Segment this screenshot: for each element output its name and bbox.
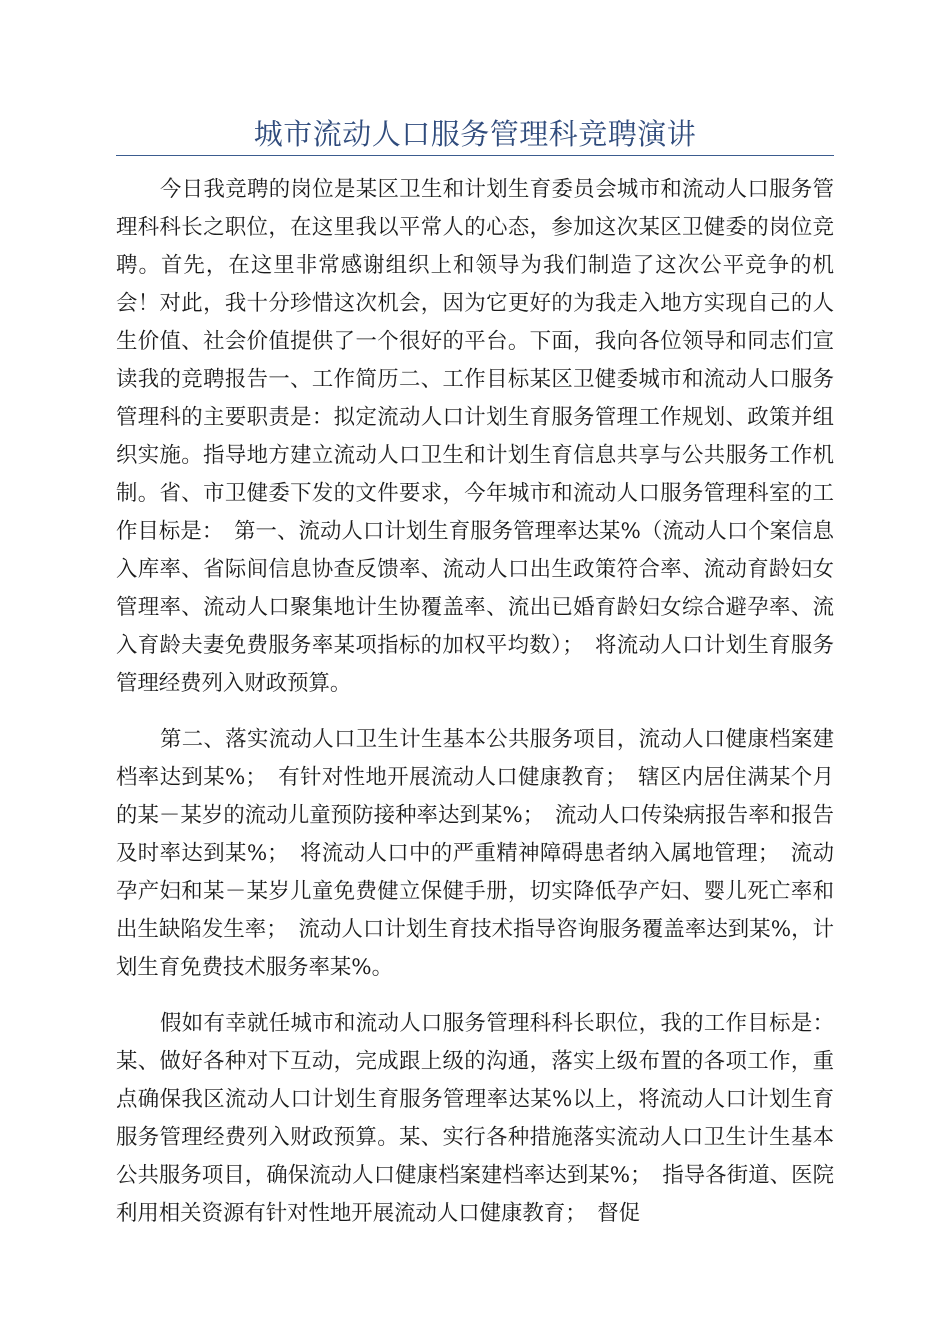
paragraph-2: 第二、落实流动人口卫生计生基本公共服务项目，流动人口健康档案建档率达到某%； 有针对性地开展流动人口健康教育； 辖区内居住满某个月的某－某岁的流动儿童预防接种率达到某%； 流动人口传染病报告率和报告及时率达到某%； 将流动人口中的严重精神障碍患者纳入属地管理； 流动孕产妇和某－某岁儿童免费健立保健手册，切实降低孕产妇、婴儿死亡率和出生缺陷发生率； 流动人口计划生育技术指导咨询服务覆盖率达到某%，计划生育免费技术服务率某%。: [116, 727, 834, 980]
paragraph-1: 今日我竞聘的岗位是某区卫生和计划生育委员会城市和流动人口服务管理科科长之职位，在这里我以平常人的心态，参加这次某区卫健委的岗位竞聘。首先，在这里非常感谢组织上和领导为我们制造了这次公平竞争的机会！对此，我十分珍惜这次机会，因为它更好的为我走入地方实现自己的人生价值、社会价值提供了一个很好的平台。下面，我向各位领导和同志们宣读我的竞聘报告一、工作简历二、工作目标某区卫健委城市和流动人口服务管理科的主要职责是：拟定流动人口计划生育服务管理工作规划、政策并组织实施。指导地方建立流动人口卫生和计划生育信息共享与公共服务工作机制。省、市卫健委下发的文件要求，今年城市和流动人口服务管理科室的工作目标是： 第一、流动人口计划生育服务管理率达某%（流动人口个案信息入库率、省际间信息协查反馈率、流动人口出生政策符合率、流动育龄妇女管理率、流动人口聚集地计生协覆盖率、流出已婚育龄妇女综合避孕率、流入育龄夫妻免费服务率某项指标的加权平均数）； 将流动人口计划生育服务管理经费列入财政预算。: [116, 177, 834, 696]
document-body: [116, 171, 834, 1251]
title-underline: [116, 155, 834, 156]
document-title: 城市流动人口服务管理科竞聘演讲: [253, 117, 697, 151]
paragraph-3: 假如有幸就任城市和流动人口服务管理科科长职位，我的工作目标是：某、做好各种对下互动，完成跟上级的沟通，落实上级布置的各项工作，重点确保我区流动人口计划生育服务管理率达某%以上，将流动人口计划生育服务管理经费列入财政预算。某、实行各种措施落实流动人口卫生计生基本公共服务项目，确保流动人口健康档案建档率达到某%； 指导各街道、医院利用相关资源有针对性地开展流动人口健康教育； 督促: [116, 1011, 834, 1226]
